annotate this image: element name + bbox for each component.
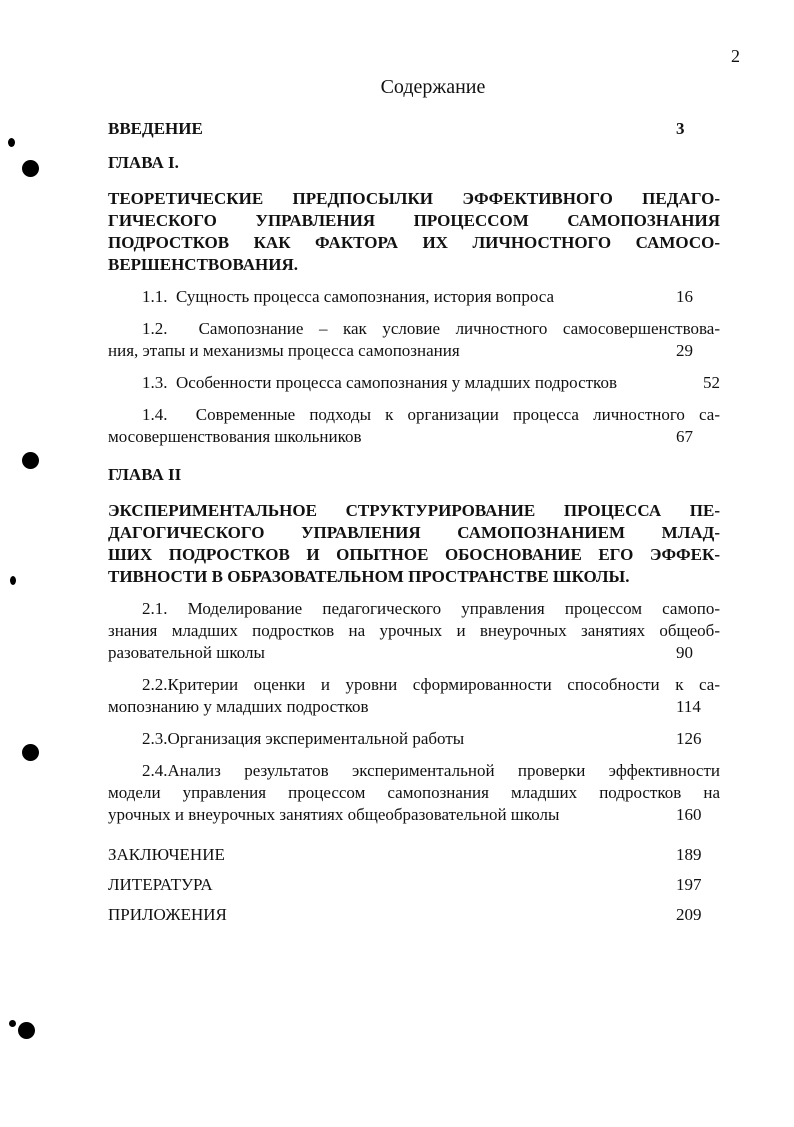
ink-speck [9,1020,16,1027]
section-number: 1.1. [142,287,168,306]
section-title: Моделирование педагогического управления процессом самопо- [187,599,720,618]
punch-hole-mark [22,452,39,469]
ink-speck [8,138,15,147]
section-title-continued: знания младших подростков на урочных и внеурочных занятиях общеоб- [108,621,720,640]
section-title-continued: урочных и внеурочных занятиях общеобразовательной школы [108,805,560,824]
toc-entry-section-1-3[interactable] [108,372,720,394]
punch-hole-mark [22,744,39,761]
section-title-continued: модели управления процессом самопознания младших подростков на [108,783,720,802]
chapter-title-line: ПОДРОСТКОВ КАК ФАКТОРА ИХ ЛИЧНОСТНОГО САМОСО- [108,233,720,252]
punch-hole-mark [22,160,39,177]
chapter-2-title [108,500,720,588]
toc-entry-section-2-1[interactable] [108,598,720,664]
toc-entry-page: 114 [676,697,701,716]
section-title: Критерии оценки и уровни сформированности способности к са- [167,675,720,694]
toc-entry-page: 189 [676,845,702,864]
toc-entry-label: ВВЕДЕНИЕ [108,119,203,138]
section-number: 2.4. [142,761,168,780]
page-number: 2 [731,46,740,66]
page-title: Содержание [380,76,486,98]
toc-entry-page: 3 [676,119,685,138]
toc-entry-page: 67 [676,427,693,446]
toc-entry-label: ЗАКЛЮЧЕНИЕ [108,845,225,864]
toc-entry-section-1-1[interactable] [108,286,720,308]
chapter-1-label[interactable]: ГЛАВА I. [108,153,179,172]
chapter-title-line: ГИЧЕСКОГО УПРАВЛЕНИЯ ПРОЦЕССОМ САМОПОЗНАНИЯ [108,211,720,230]
section-title: Современные подходы к организации процесса личностного са- [195,405,720,424]
toc-entry-page: 16 [676,287,693,306]
chapter-title-line: ШИХ ПОДРОСТКОВ И ОПЫТНОЕ ОБОСНОВАНИЕ ЕГО ЭФФЕК- [108,545,720,564]
chapter-2-label[interactable]: ГЛАВА II [108,465,182,484]
table-of-contents [108,118,720,926]
section-title: Особенности процесса самопознания у младших подростков [176,373,617,392]
chapter-title-line: ВЕРШЕНСТВОВАНИЯ. [108,255,298,274]
chapter-title-line: ТЕОРЕТИЧЕСКИЕ ПРЕДПОСЫЛКИ ЭФФЕКТИВНОГО ПЕДАГО- [108,189,720,208]
toc-entry-page: 90 [676,643,693,662]
toc-entry-page: 126 [676,729,702,748]
section-title-continued: разовательной школы [108,643,265,662]
toc-entry-label: ПРИЛОЖЕНИЯ [108,905,227,924]
section-title: Самопознание – как условие личностного самосовершенствова- [198,319,720,338]
toc-entry-section-2-3[interactable] [108,728,720,750]
chapter-1-title [108,188,720,276]
section-number: 2.2. [142,675,168,694]
toc-entry-page: 209 [676,905,702,924]
toc-entry-section-2-4[interactable] [108,760,720,826]
section-title-continued: мопознанию у младших подростков [108,697,369,716]
toc-entry-conclusion[interactable] [108,844,720,866]
section-title: Анализ результатов экспериментальной проверки эффективности [167,761,720,780]
section-number: 2.3. [142,729,168,748]
toc-entry-section-1-2[interactable] [108,318,720,362]
chapter-title-line: ТИВНОСТИ В ОБРАЗОВАТЕЛЬНОМ ПРОСТРАНСТВЕ ШКОЛЫ. [108,567,630,586]
section-title-continued: ния, этапы и механизмы процесса самопознания [108,341,460,360]
toc-entry-section-2-2[interactable] [108,674,720,718]
section-title-continued: мосовершенствования школьников [108,427,362,446]
section-number: 1.3. [142,373,168,392]
section-number: 1.4. [142,405,168,424]
toc-entry-section-1-4[interactable] [108,404,720,448]
chapter-title-line: ДАГОГИЧЕСКОГО УПРАВЛЕНИЯ САМОПОЗНАНИЕМ МЛАД- [108,523,720,542]
section-title: Сущность процесса самопознания, история вопроса [176,287,555,306]
toc-entry-appendices[interactable] [108,904,720,926]
chapter-title-line: ЭКСПЕРИМЕНТАЛЬНОЕ СТРУКТУРИРОВАНИЕ ПРОЦЕССА ПЕ- [108,501,720,520]
toc-entry-page: 160 [676,805,702,824]
section-number: 2.1. [142,599,168,618]
toc-entry-introduction[interactable] [108,118,720,140]
toc-entry-literature[interactable] [108,874,720,896]
toc-entry-label: ЛИТЕРАТУРА [108,875,213,894]
section-number: 1.2. [142,319,168,338]
ink-speck [10,576,16,585]
toc-entry-page: 197 [676,875,702,894]
toc-entry-page: 52 [703,373,720,392]
punch-hole-mark [18,1022,35,1039]
section-title: Организация экспериментальной работы [167,729,465,748]
toc-entry-page: 29 [676,341,693,360]
